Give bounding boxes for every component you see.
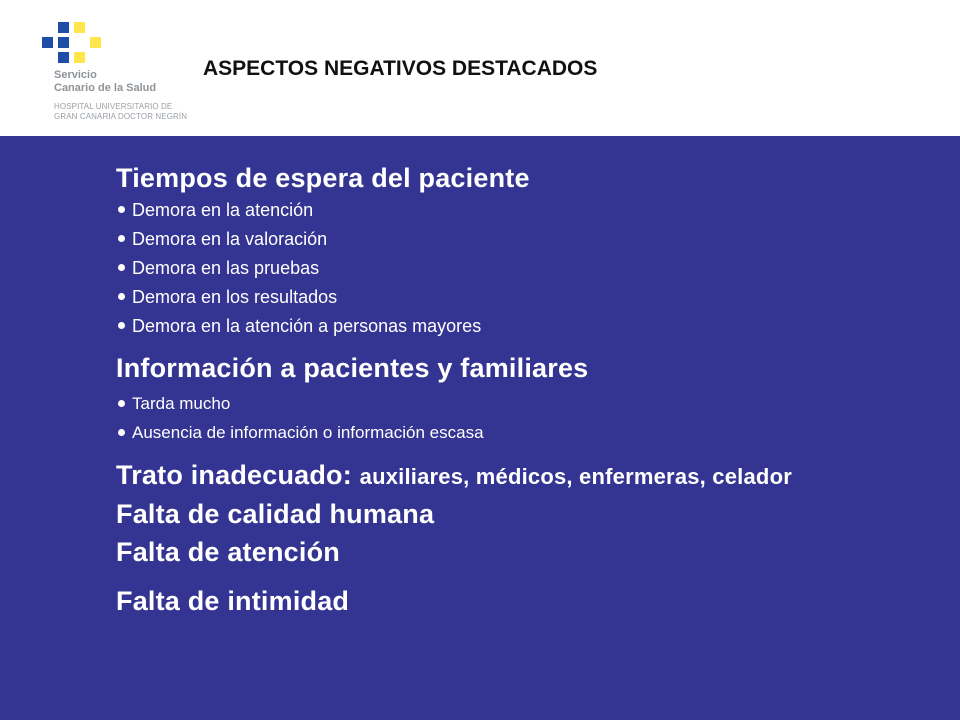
line-atencion: Falta de atención [116,537,340,567]
list-item-text: Ausencia de información o información escasa [132,423,484,442]
trato-line [116,460,792,491]
list-item [116,316,481,337]
servicio-canario-salud-logo-icon [40,22,104,64]
list-item-text: Demora en la atención [132,200,314,220]
bullet-icon [118,293,125,300]
line-intimidad: Falta de intimidad [116,586,350,616]
list-item [116,394,230,414]
logo-line-1: Servicio [54,69,97,81]
list-item [116,200,313,221]
slide-title: ASPECTOS NEGATIVOS DESTACADOS [203,57,598,80]
logo-subline-2: GRAN CANARIA DOCTOR NEGRÍN [54,112,188,121]
list-item-text: Demora en las pruebas [132,258,320,278]
list-item-text: Tarda mucho [132,394,231,413]
logo-line-2: Canario de la Salud [54,82,157,94]
list-item-text: Demora en los resultados [132,287,338,307]
trato-heading: Trato inadecuado: [116,460,352,490]
bullet-icon [118,235,125,242]
slide-header [0,0,960,136]
list-item [116,287,337,308]
logo-subline-1: HOSPITAL UNIVERSITARIO DE [54,102,173,111]
section-heading-tiempos: Tiempos de espera del paciente [116,163,530,193]
bullet-icon [118,264,125,271]
bullet-icon [118,206,125,213]
bullet-icon [118,400,125,407]
bullet-icon [118,322,125,329]
line-calidad-humana: Falta de calidad humana [116,499,435,529]
list-item-text: Demora en la atención a personas mayores [132,316,482,336]
trato-detail: auxiliares, médicos, enfermeras, celador [359,464,792,489]
list-item [116,229,327,250]
section-heading-informacion: Información a pacientes y familiares [116,353,589,383]
list-item [116,423,484,443]
list-item [116,258,319,279]
bullet-icon [118,429,125,436]
list-item-text: Demora en la valoración [132,229,328,249]
